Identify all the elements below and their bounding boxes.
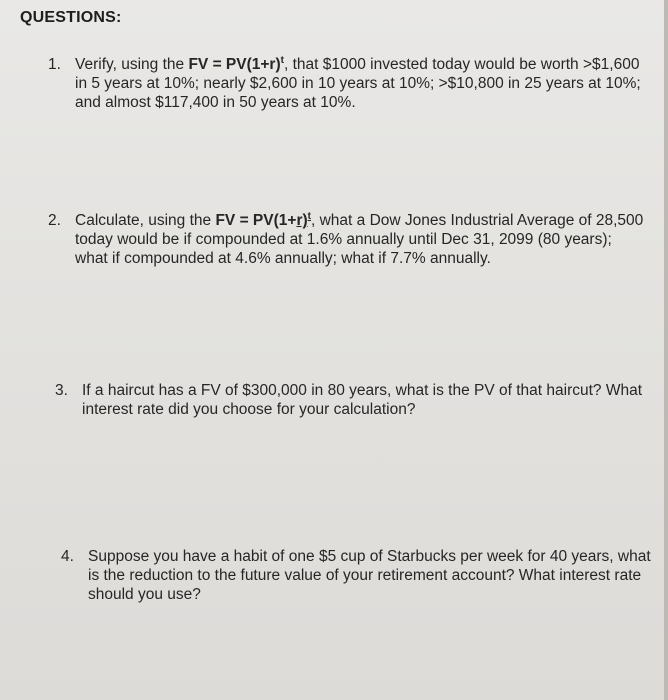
question-3: [55, 381, 655, 419]
question-text: Suppose you have a habit of one $5 cup of Starbucks per week for 40 years, what is the reduction to the future value of your retirement account? What interest rate should you use?: [88, 548, 651, 603]
page-edge: [664, 0, 668, 700]
question-text: Verify, using the FV = $PV(1+r)^t$, that $1000 invested today would be worth >$1,600 in 5 years at 10%; nearly $2,600 in 10 years at 10%; >$10,800 in 25 years at 10%; and almost $117,400 in 50 years at 10%.: [75, 54, 641, 111]
question-number: 3.: [55, 382, 68, 399]
question-number: 1.: [48, 56, 61, 73]
fv-formula: FV = $PV(1+r)^t$: [215, 210, 311, 229]
question-text: Calculate, using the FV = $PV(1+r)^t$, what a Dow Jones Industrial Average of 28,500 today would be if compounded at 1.6% annually until Dec 31, 2099 (80 years); what if compounded at 4.6% annually; what if 7.7% annually.: [75, 210, 644, 267]
question-1: [48, 55, 648, 112]
fv-formula: FV = $PV(1+r)^t$: [188, 54, 284, 73]
question-number: 2.: [48, 212, 61, 229]
question-2: [48, 211, 648, 268]
question-number: 4.: [61, 548, 74, 565]
page-title: QUESTIONS:: [20, 9, 122, 26]
question-4: [61, 547, 661, 604]
question-text: If a haircut has a FV of $300,000 in 80 years, what is the PV of that haircut? What interest rate did you choose for your calculation?: [82, 382, 643, 418]
